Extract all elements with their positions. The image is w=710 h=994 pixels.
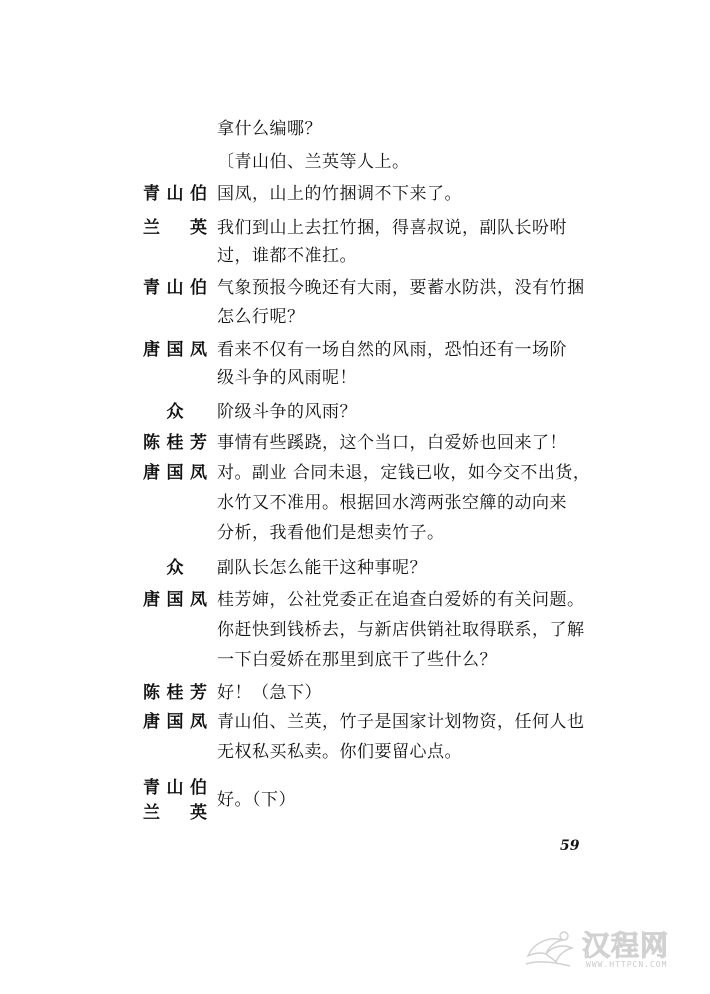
speaker-name: 兰 英	[143, 803, 207, 823]
dialogue-line: 看来不仅有一场自然的风雨，恐怕还有一场阶	[217, 340, 567, 360]
speaker-name: 唐国凤	[143, 590, 207, 610]
speaker-name: 唐国凤	[143, 340, 207, 360]
speaker-name: 青山伯	[143, 184, 207, 204]
dialogue-line: 青山伯、兰英，竹子是国家计划物资，任何人也	[217, 712, 585, 732]
speaker-name: 青山伯	[143, 278, 207, 298]
dialogue-line: 级斗争的风雨呢！	[217, 368, 357, 388]
watermark-url: WWW.HTTPCN.COM	[586, 960, 668, 969]
dialogue-line: 副队长怎么能干这种事呢？	[217, 558, 427, 578]
speaker-name: 唐国凤	[143, 712, 207, 732]
watermark	[520, 918, 700, 978]
speaker-name: 青山伯	[143, 778, 207, 798]
stage-line: 拿什么编哪？	[217, 119, 322, 139]
dialogue-line: 无权私买私卖。你们要留心点。	[217, 742, 462, 762]
speaker-name: 陈桂芳	[143, 683, 207, 703]
dialogue-line: 过，谁都不准扛。	[217, 246, 357, 266]
dialogue-line: 分析，我看他们是想卖竹子。	[217, 523, 445, 543]
speaker-name: 众	[166, 402, 184, 422]
dialogue-line: 国凤，山上的竹捆调不下来了。	[217, 184, 462, 204]
dialogue-line: 事情有些蹊跷，这个当口，白爱娇也回来了！	[217, 433, 567, 453]
dialogue-line: 一下白爱娇在那里到底干了些什么？	[217, 650, 497, 670]
dialogue-line: 你赶快到钱桥去，与新店供销社取得联系，了解	[217, 620, 585, 640]
dialogue-line: 阶级斗争的风雨？	[217, 402, 357, 422]
dialogue-line: 怎么行呢？	[217, 307, 305, 327]
dialogue-line: 好！（急下）	[217, 683, 322, 703]
bird-logo-icon	[520, 922, 578, 972]
dialogue-line: 好。（下）	[217, 790, 296, 810]
speaker-name: 唐国凤	[143, 463, 207, 483]
dialogue-line: 气象预报今晚还有大雨，要蓄水防洪，没有竹捆	[217, 278, 585, 298]
dialogue-line: 桂芳婶，公社党委正在追查白爱娇的有关问题。	[217, 590, 585, 610]
dialogue-line: 我们到山上去扛竹捆，得喜叔说，副队长吩咐	[217, 218, 567, 238]
speaker-name: 陈桂芳	[143, 433, 207, 453]
page-number: 59	[560, 838, 580, 854]
watermark-name: 汉程网	[582, 929, 670, 962]
dialogue-line: 水竹又不准用。根据回水湾两张空簰的动向来	[217, 493, 567, 513]
speaker-name: 众	[166, 558, 184, 578]
stage-direction: 〔青山伯、兰英等人上。	[217, 152, 410, 172]
dialogue-line: 对。副业 合同未退，定钱已收，如今交不出货，	[217, 463, 591, 483]
speaker-name: 兰 英	[143, 218, 207, 238]
